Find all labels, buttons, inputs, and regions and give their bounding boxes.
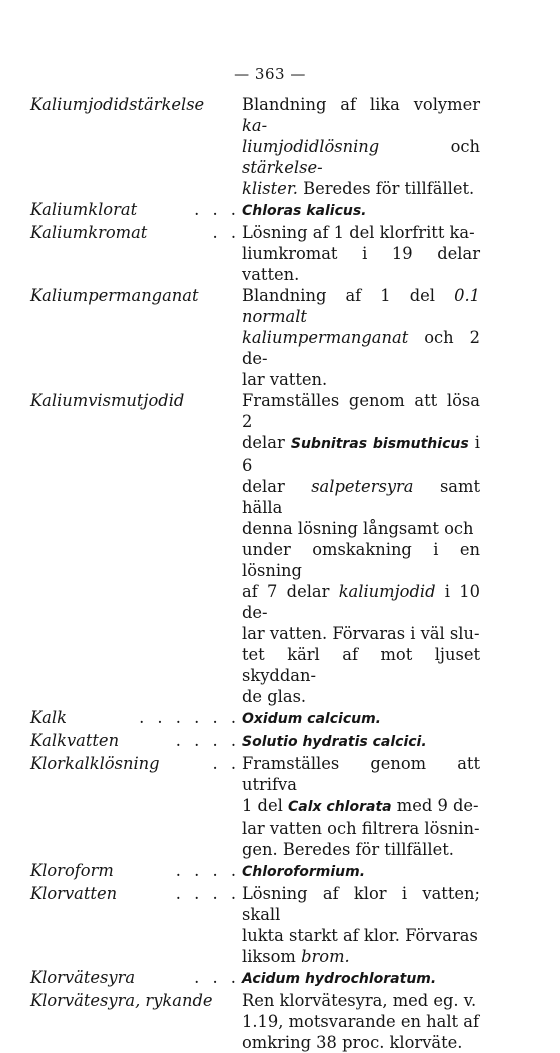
entry-leader-dots: . . .: [194, 200, 240, 219]
entry-term-text: Kaliumpermanganat: [30, 286, 199, 305]
entry-term: [30, 753, 240, 860]
definition-text: 0.1 normalt: [242, 286, 480, 326]
entry-leader-dots: . . . .: [175, 731, 240, 750]
definition-line: [242, 967, 480, 990]
definition-line: [242, 243, 480, 285]
definition-text: tet kärl af mot ljuset skyddan-: [242, 645, 480, 685]
definition-text: Chloras kalicus.: [242, 203, 367, 219]
definition-line: [242, 1032, 480, 1053]
definition-text: 1 del: [242, 796, 288, 815]
definition-line: [242, 476, 480, 518]
entry-term-text: Kaliumjodidstärkelse: [30, 95, 205, 114]
entry-term-text: Kaliumklorat: [30, 200, 138, 219]
definition-text: denna lösning långsamt och: [242, 519, 474, 538]
definition-line: [242, 222, 480, 243]
definition-line: [242, 795, 480, 818]
definition-line: [242, 390, 480, 432]
definition-text: samt hälla: [242, 477, 480, 517]
definition-text: omkring 38 proc. klorväte.: [242, 1033, 463, 1052]
definition-text: Solutio hydratis calcici.: [242, 734, 427, 750]
definition-line: [242, 581, 480, 623]
entry-definition: [240, 990, 480, 1053]
definition-line: [242, 623, 480, 644]
definition-line: [242, 539, 480, 581]
entry-term-text: Klorvätesyra: [30, 968, 136, 987]
definition-line: [242, 860, 480, 883]
entry-leader-dots: . . . .: [175, 884, 240, 903]
entry-term: [30, 860, 240, 883]
glossary-entry: [30, 199, 550, 222]
entry-term: [30, 222, 240, 285]
definition-line: [242, 925, 480, 946]
definition-text: Chloroformium.: [242, 864, 366, 880]
definition-text: lar vatten och filtrera lösnin-: [242, 819, 480, 838]
definition-line: [242, 644, 480, 686]
definition-line: [242, 883, 480, 925]
definition-text: lar vatten.: [242, 370, 328, 389]
glossary-entry: [30, 990, 550, 1053]
glossary-entry: [30, 860, 550, 883]
definition-text: delar: [242, 433, 291, 452]
definition-text: liumkromat i 19 delar vatten.: [242, 244, 480, 284]
entry-leader-dots: . . .: [194, 968, 240, 987]
definition-text: i 6: [242, 433, 480, 475]
entry-term: [30, 285, 240, 390]
entry-leader-dots: . . . . . .: [139, 708, 240, 727]
entry-definition: [240, 94, 480, 199]
entry-term-text: Klorvätesyra, rykande: [30, 991, 213, 1010]
definition-text: af 7 delar: [242, 582, 339, 601]
glossary-entry: [30, 730, 550, 753]
definition-line: [242, 686, 480, 707]
definition-text: och: [379, 137, 480, 156]
entry-term: [30, 883, 240, 967]
entry-leader-dots: . . . .: [175, 861, 240, 880]
entry-leader-dots: [199, 285, 240, 390]
definition-line: [242, 707, 480, 730]
glossary-entry: [30, 707, 550, 730]
entry-term: [30, 390, 240, 707]
definition-text: 1.19, motsvarande en halt af: [242, 1012, 480, 1031]
entry-term-text: Klorvatten: [30, 884, 118, 903]
definition-text: delar: [242, 477, 312, 496]
entry-leader-dots: [213, 990, 240, 1053]
definition-text: Blandning af lika volymer: [242, 95, 480, 114]
definition-text: liksom: [242, 947, 302, 966]
definition-line: [242, 178, 480, 199]
entry-term-text: Kaliumvismutjodid: [30, 391, 185, 410]
definition-text: de glas.: [242, 687, 307, 706]
glossary-entry: [30, 390, 550, 707]
definition-text: ka-: [242, 116, 268, 135]
definition-text: Lösning af klor i vatten; skall: [242, 884, 480, 924]
entry-definition: [240, 285, 480, 390]
entry-leader-dots: . .: [212, 223, 240, 242]
definition-line: [242, 753, 480, 795]
definition-text: Lösning af 1 del klorfritt ka-: [242, 223, 475, 242]
entry-definition: [240, 967, 480, 990]
definition-text: salpetersyra: [311, 477, 414, 496]
definition-line: [242, 327, 480, 369]
entry-term: [30, 990, 240, 1053]
definition-text: kaliumjodid: [338, 582, 436, 601]
definition-text: och 2 de-: [242, 328, 480, 368]
entry-definition: [240, 222, 480, 285]
definition-text: Ren klorvätesyra, med eg. v.: [242, 991, 477, 1010]
definition-text: kaliumpermanganat: [242, 328, 409, 347]
entry-definition: [240, 390, 480, 707]
definition-text: i 10 de-: [242, 582, 480, 622]
definition-text: under omskakning i en lösning: [242, 540, 480, 580]
definition-line: [242, 818, 480, 839]
glossary-entry: [30, 753, 550, 860]
definition-line: [242, 199, 480, 222]
definition-text: lar vatten. Förvaras i väl slu-: [242, 624, 480, 643]
glossary-entry: [30, 883, 550, 967]
page-number: — 363 —: [234, 65, 306, 83]
entry-term-text: Kaliumkromat: [30, 223, 148, 242]
definition-text: liumjodidlösning: [242, 137, 380, 156]
definition-line: [242, 94, 480, 136]
entry-leader-dots: [184, 390, 240, 707]
glossary-entry: [30, 94, 550, 199]
definition-text: brom.: [301, 947, 350, 966]
entry-definition: [240, 883, 480, 967]
definition-text: med 9 de-: [391, 796, 479, 815]
definition-line: [242, 369, 480, 390]
definition-text: Oxidum calcicum.: [242, 711, 381, 727]
definition-line: [242, 136, 480, 178]
entry-term: [30, 730, 240, 753]
definition-text: stärkelse-: [242, 158, 323, 177]
entry-term-text: Kalkvatten: [30, 731, 120, 750]
definition-text: Calx chlorata: [287, 799, 392, 815]
definition-line: [242, 990, 480, 1011]
definition-line: [242, 518, 480, 539]
glossary-entry: [30, 222, 550, 285]
definition-text: lukta starkt af klor. Förvaras: [242, 926, 478, 945]
definition-line: [242, 946, 480, 967]
entry-definition: [240, 730, 480, 753]
definition-text: Framställes genom att lösa 2: [242, 391, 480, 431]
definition-text: Acidum hydrochloratum.: [242, 971, 437, 987]
entry-definition: [240, 199, 480, 222]
entry-leader-dots: [204, 94, 240, 199]
entry-term: [30, 967, 240, 990]
definition-text: Blandning af 1 del: [242, 286, 455, 305]
definition-line: [242, 730, 480, 753]
glossary-entry: [30, 285, 550, 390]
definition-text: klister.: [242, 179, 298, 198]
glossary-entries: [30, 94, 550, 1053]
glossary-entry: [30, 967, 550, 990]
entry-definition: [240, 753, 480, 860]
entry-term-text: Kalk: [30, 708, 67, 727]
definition-line: [242, 1011, 480, 1032]
entry-term: [30, 707, 240, 730]
definition-text: Framställes genom att utrifva: [242, 754, 480, 794]
entry-definition: [240, 707, 480, 730]
definition-line: [242, 839, 480, 860]
entry-leader-dots: . .: [212, 754, 240, 773]
definition-text: Beredes för tillfället.: [297, 179, 475, 198]
entry-definition: [240, 860, 480, 883]
definition-line: [242, 285, 480, 327]
entry-term: [30, 94, 240, 199]
definition-text: gen. Beredes för tillfället.: [242, 840, 454, 859]
entry-term-text: Kloroform: [30, 861, 114, 880]
entry-term: [30, 199, 240, 222]
definition-line: [242, 432, 480, 476]
definition-text: Subnitras bismuthicus: [290, 436, 469, 452]
entry-term-text: Klorkalklösning: [30, 754, 160, 773]
